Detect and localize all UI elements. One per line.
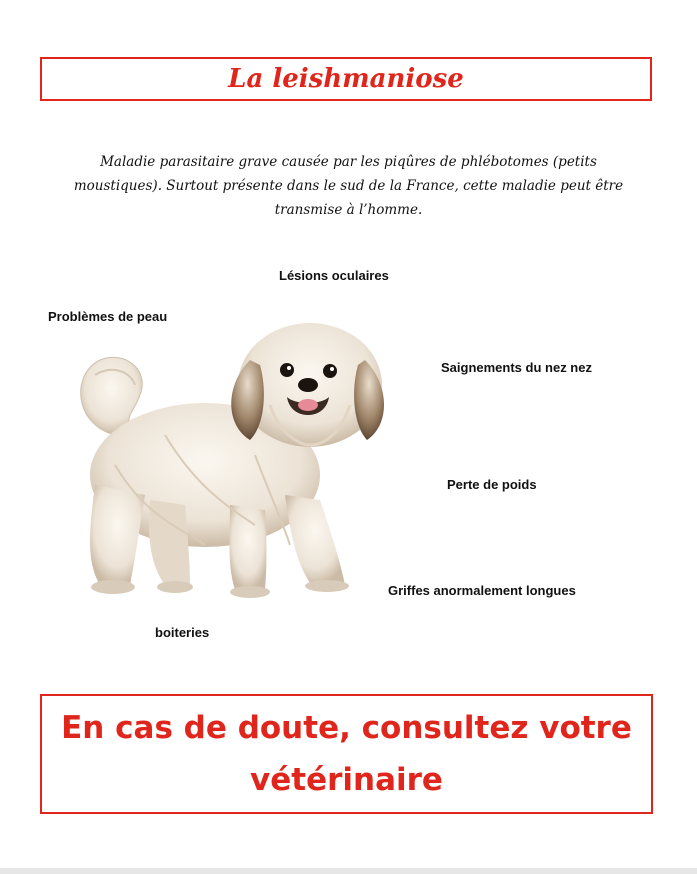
cta-text: En cas de doute, consultez votre vétérinaire <box>61 710 632 798</box>
dog-eye-left <box>280 363 294 377</box>
symptom-claws: Griffes anormalement longues <box>388 583 576 598</box>
title-box <box>40 57 652 101</box>
symptom-nose: Saignements du nez nez <box>441 360 592 375</box>
page-title: La leishmaniose <box>228 64 464 94</box>
dog-leg-front-left <box>229 505 266 590</box>
dog-illustration <box>55 315 395 615</box>
symptom-lameness: boiteries <box>155 625 210 640</box>
dog-tongue <box>298 399 318 411</box>
symptom-weight: Perte de poids <box>447 477 537 492</box>
cta-box <box>40 694 653 814</box>
dog-eye-right <box>323 364 337 378</box>
bottom-divider <box>0 868 697 874</box>
dog-leg-back-left <box>90 485 145 585</box>
symptom-eyes: Lésions oculaires <box>279 268 389 283</box>
symptom-skin: Problèmes de peau <box>48 309 168 324</box>
dog-nose <box>298 378 318 392</box>
dog-svg <box>55 315 395 615</box>
intro-text: Maladie parasitaire grave causée par les piqûres de phlébotomes (petits moustiques). Surtout présente dans le sud de la France, cette maladie peut être transmise à l’homme. <box>73 154 624 218</box>
dog-leg-front-right <box>285 495 345 585</box>
